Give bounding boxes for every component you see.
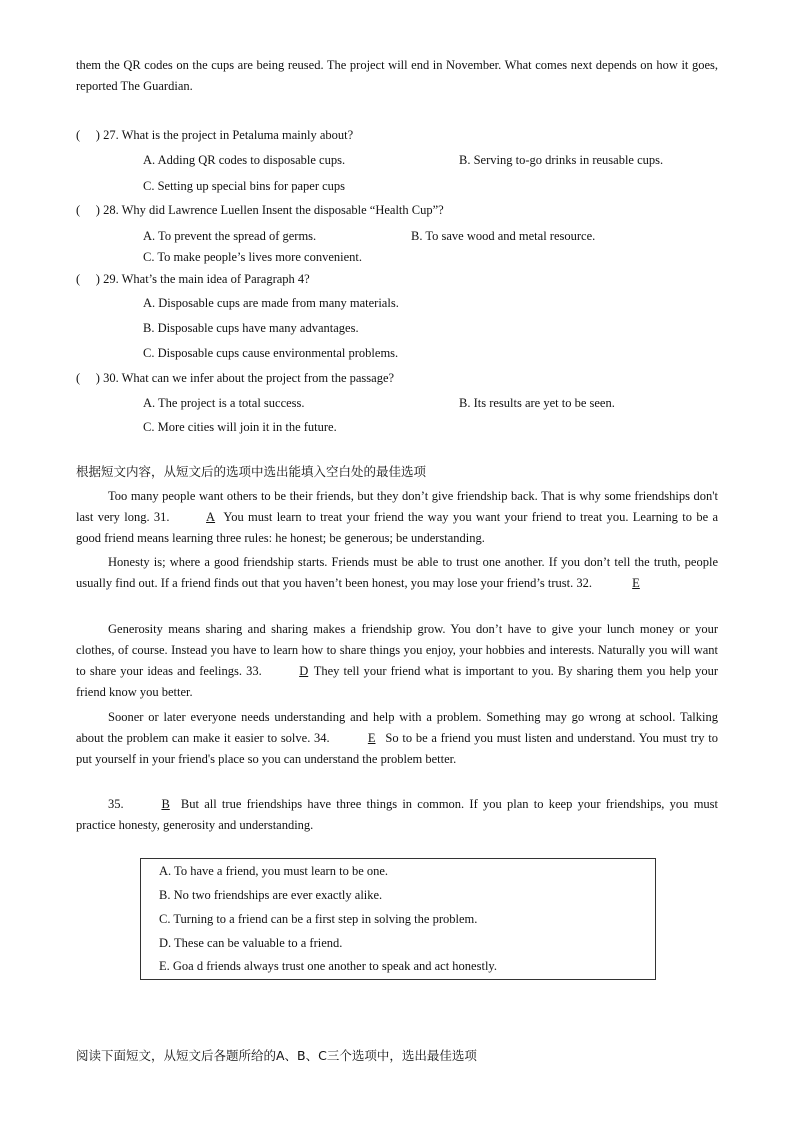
answer-blank-35: B [161, 797, 170, 811]
paragraph-text: Honesty is; where a good friendship starts. Friends must be able to trust one another. If you don’t tell the truth, people usually find out. If a friend finds out that you haven’t been honest, you may lose your friend’s trust. 32. [76, 555, 718, 590]
question-text: 30. What can we infer about the project from the passage? [103, 371, 395, 385]
passage-paragraph-3 [76, 619, 718, 703]
answer-paren: ( ) [76, 203, 100, 217]
box-option-a: A. To have a friend, you must learn to be one. [159, 864, 389, 878]
box-option-e: E. Goa d friends always trust one another to speak and act honestly. [159, 959, 497, 973]
paragraph-text: 35. [108, 797, 124, 811]
q27-option-c: C. Setting up special bins for paper cups [143, 179, 346, 193]
question-text: 28. Why did Lawrence Luellen Insent the disposable “Health Cup”? [103, 203, 444, 217]
passage-paragraph-4 [76, 707, 718, 770]
answer-paren: ( ) [76, 272, 100, 286]
paragraph-text: So to be a friend you must listen and understand. You must try to put yourself in your friend's place so you can understand the problem better. [76, 731, 718, 766]
q28-option-a: A. To prevent the spread of germs. [143, 229, 317, 243]
paragraph-text: But all true friendships have three things in common. If you plan to keep your friendships, you must practice honesty, generosity and understanding. [76, 797, 718, 832]
question-text: 27. What is the project in Petaluma mainly about? [103, 128, 354, 142]
answer-blank-32: E [632, 576, 640, 590]
section-instruction: 根据短文内容，从短文后的选项中选出能填入空白处的最佳选项 [76, 464, 427, 479]
q29-option-a: A. Disposable cups are made from many materials. [143, 296, 399, 310]
q30-option-a: A. The project is a total success. [143, 396, 305, 410]
passage-paragraph-5 [76, 794, 718, 836]
question-30 [76, 371, 394, 386]
paragraph-text: They tell your friend what is important to you. By sharing them you help your friend know you better. [76, 664, 718, 699]
answer-blank-33: D [299, 664, 309, 678]
box-option-c: C. Turning to a friend can be a first step in solving the problem. [159, 912, 478, 926]
q28-option-c: C. To make people’s lives more convenient. [143, 250, 362, 264]
intro-paragraph: them the QR codes on the cups are being reused. The project will end in November. What comes next depends on how it goes, reported The Guardian. [76, 58, 718, 93]
q27-option-a: A. Adding QR codes to disposable cups. [143, 153, 346, 167]
paragraph-text: You must learn to treat your friend the way you want your friend to treat you. Learning to be a good friend means learning three rules: he honest; be generous; be understanding. [76, 510, 718, 545]
question-28 [76, 203, 444, 218]
box-option-b: B. No two friendships are ever exactly alike. [159, 888, 383, 902]
paragraph-text: Too many people want others to be their friends, but they don’t give friendship back. That is why some friendships don't last very long. 31. [76, 489, 718, 524]
q29-option-b: B. Disposable cups have many advantages. [143, 321, 359, 335]
options-box [140, 858, 656, 980]
section-instruction-reading: 阅读下面短文，从短文后各题所给的A、B、C三个选项中，选出最佳选项 [76, 1048, 477, 1063]
question-text: 29. What’s the main idea of Paragraph 4? [103, 272, 310, 286]
answer-paren: ( ) [76, 128, 100, 142]
answer-blank-34: E [367, 731, 376, 745]
q30-option-c: C. More cities will join it in the future. [143, 420, 337, 434]
passage-paragraph-2 [76, 552, 718, 594]
q27-option-b: B. Serving to-go drinks in reusable cups. [459, 153, 664, 167]
passage-paragraph-1 [76, 486, 718, 549]
question-27 [76, 128, 353, 143]
q28-option-b: B. To save wood and metal resource. [411, 229, 596, 243]
q29-option-c: C. Disposable cups cause environmental problems. [143, 346, 399, 360]
q30-option-b: B. Its results are yet to be seen. [459, 396, 615, 410]
answer-paren: ( ) [76, 371, 100, 385]
answer-blank-31: A [206, 510, 216, 524]
question-29 [76, 272, 310, 287]
box-option-d: D. These can be valuable to a friend. [159, 936, 343, 950]
paragraph-text: Sooner or later everyone needs understanding and help with a problem. Something may go wrong at school. Talking about the problem can make it easier to solve. 34. [76, 710, 718, 745]
paragraph-text: Generosity means sharing and sharing makes a friendship grow. You don’t have to give your lunch money or your clothes, of course. Instead you have to learn how to share things you enjoy, your hobbies and interests. Naturally you will want to share your ideas and feelings. 33. [76, 622, 718, 678]
